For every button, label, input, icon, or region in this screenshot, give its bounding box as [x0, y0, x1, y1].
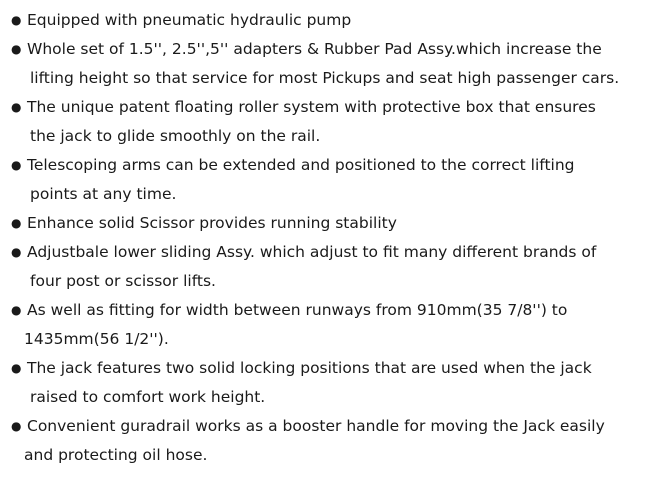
feature-line: The unique patent floating roller system with protective box that ensures [27, 98, 596, 116]
bullet-icon: ● [11, 303, 22, 317]
feature-line: Telescoping arms can be extended and positioned to the correct lifting [27, 156, 575, 174]
bullet-icon: ● [11, 216, 22, 230]
feature-item-scissor [0, 209, 660, 238]
bullet-icon: ● [11, 158, 22, 172]
feature-item-roller-system [0, 93, 660, 151]
bullet-icon: ● [11, 13, 22, 27]
feature-item-runway-width [0, 296, 660, 354]
bullet-icon: ● [11, 361, 22, 375]
feature-line: four post or scissor lifts. [30, 272, 216, 290]
feature-item-pump [0, 6, 660, 35]
feature-line: Whole set of 1.5'', 2.5'',5'' adapters & Rubber Pad Assy.which increase the [27, 40, 602, 58]
feature-item-guardrail [0, 412, 660, 470]
feature-list [0, 6, 660, 470]
feature-line: Convenient guradrail works as a booster handle for moving the Jack easily [27, 417, 605, 435]
feature-item-sliding-assy [0, 238, 660, 296]
feature-item-adapters [0, 35, 660, 93]
feature-line: and protecting oil hose. [24, 446, 208, 464]
feature-line: the jack to glide smoothly on the rail. [30, 127, 321, 145]
feature-line: Equipped with pneumatic hydraulic pump [27, 11, 352, 29]
bullet-icon: ● [11, 245, 22, 259]
feature-line: 1435mm(56 1/2''). [24, 330, 169, 348]
feature-line: Adjustbale lower sliding Assy. which adjust to fit many different brands of [27, 243, 597, 261]
feature-line: The jack features two solid locking positions that are used when the jack [27, 359, 592, 377]
feature-line: Enhance solid Scissor provides running stability [27, 214, 397, 232]
feature-item-telescoping-arms [0, 151, 660, 209]
bullet-icon: ● [11, 42, 22, 56]
feature-line: points at any time. [30, 185, 177, 203]
feature-item-locking-positions [0, 354, 660, 412]
bullet-icon: ● [11, 419, 22, 433]
feature-line: As well as fitting for width between runways from 910mm(35 7/8'') to [27, 301, 568, 319]
bullet-icon: ● [11, 100, 22, 114]
feature-line: lifting height so that service for most Pickups and seat high passenger cars. [30, 69, 620, 87]
feature-line: raised to comfort work height. [30, 388, 266, 406]
